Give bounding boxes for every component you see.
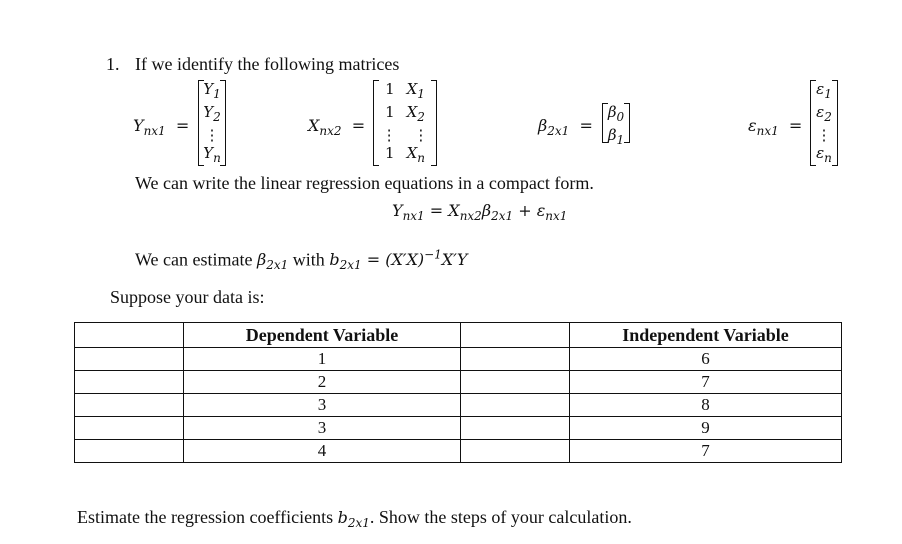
question-number: 1. <box>106 54 120 74</box>
header-dependent: Dependent Variable <box>184 323 461 348</box>
table-row: 2 7 <box>75 371 842 394</box>
eps-matrix <box>810 80 838 166</box>
suppose-text: Suppose your data is: <box>110 287 265 307</box>
eps-entry: $\varepsilon_n$ <box>816 144 832 165</box>
y-entry: ⋮ <box>204 126 220 144</box>
beta-matrix <box>602 103 630 147</box>
final-instruction: Estimate the regression coefficients $b_{2x1}$. Show the steps of your calculation. <box>77 507 632 531</box>
eps-entry: ⋮ <box>816 126 832 144</box>
compact-form-text: We can write the linear regression equations in a compact form. <box>135 173 594 193</box>
question-intro: If we identify the following matrices <box>135 54 400 74</box>
regression-equation: $Y_{nx1} = X_{nx2}\beta_{2x1} + \varepsilon_{nx1}$ <box>392 201 568 224</box>
y-entry: $Y_n$ <box>203 144 221 165</box>
beta-entry: $\beta_0$ <box>607 103 625 124</box>
table-row: 3 9 <box>75 417 842 440</box>
eps-entry: $\varepsilon_2$ <box>816 103 832 124</box>
table-row: 4 7 <box>75 440 842 463</box>
y-matrix <box>198 80 226 166</box>
table-header-row <box>75 323 842 348</box>
table-row: 1 6 <box>75 348 842 371</box>
x-matrix: 1 $X_1$ 1 $X_2$ ⋮ ⋮ 1 $X_n$ <box>373 80 437 166</box>
header-independent: Independent Variable <box>570 323 842 348</box>
beta-matrix-label: $\beta_{2x1}$ = <box>538 116 593 139</box>
beta-entry: $\beta_1$ <box>607 126 625 147</box>
eps-entry: $\varepsilon_1$ <box>816 80 832 101</box>
data-table <box>74 322 842 463</box>
x-matrix-label: $X_{nx2}$ = <box>308 116 366 139</box>
table-row: 3 8 <box>75 394 842 417</box>
y-entry: $Y_2$ <box>203 103 221 124</box>
estimate-line: We can estimate $\beta_{2x1}$ with $b_{2x1} = (X'X)^{-1}X'Y$ <box>135 248 468 273</box>
eps-matrix-label: $\varepsilon_{nx1}$ = <box>748 116 803 139</box>
y-entry: $Y_1$ <box>203 80 221 101</box>
y-matrix-label: $Y_{nx1}$ = <box>133 116 190 139</box>
